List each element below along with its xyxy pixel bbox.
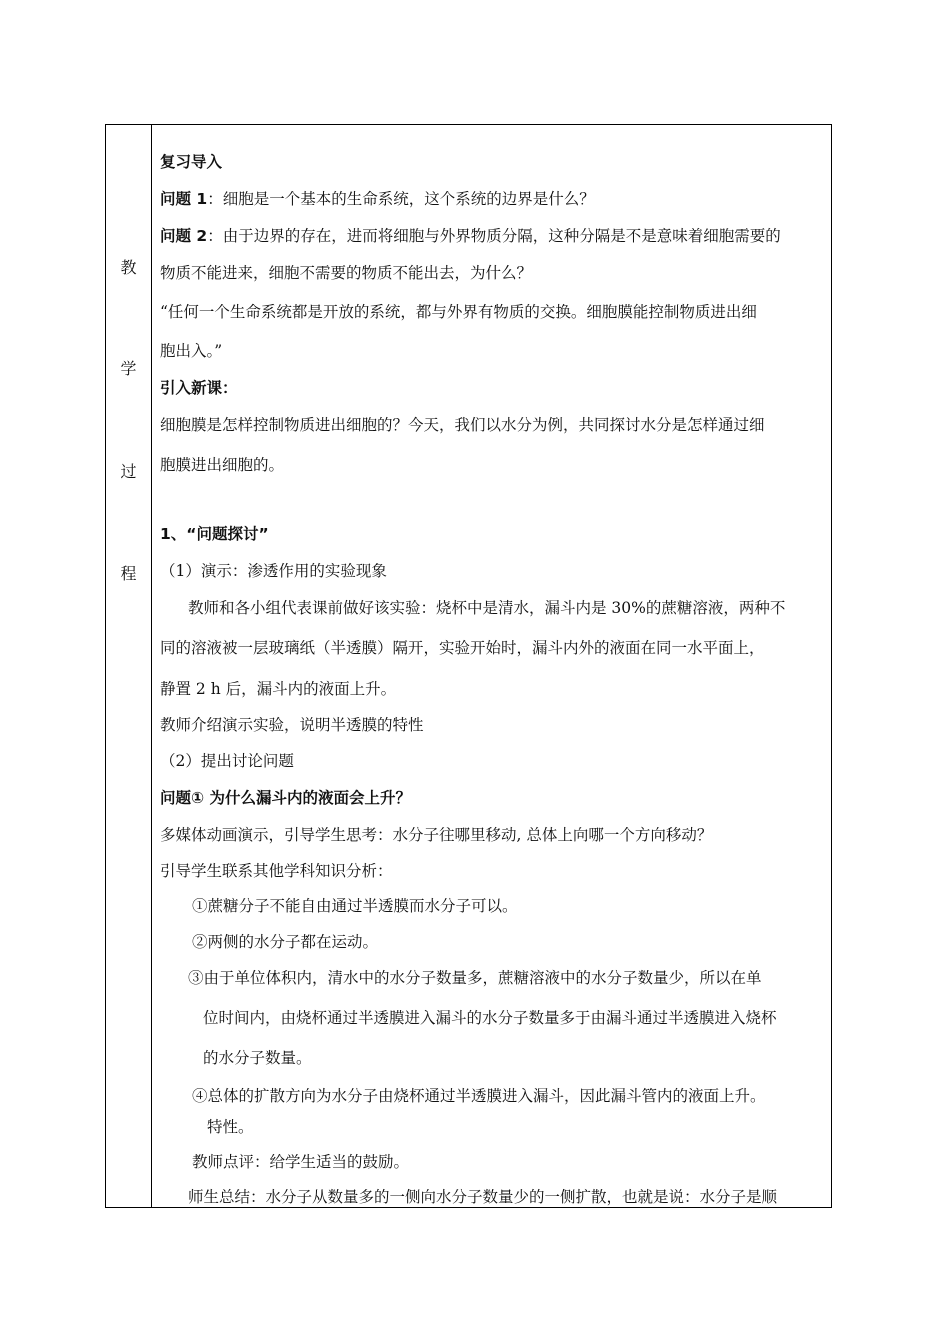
text-line: （1）演示：渗透作用的实验现象 — [160, 562, 387, 580]
question-label: 问题 2 — [160, 227, 208, 245]
column-divider — [151, 125, 152, 1207]
side-label-char: 学 — [120, 359, 137, 378]
text-line: 静置 2 h 后，漏斗内的液面上升。 — [160, 680, 397, 698]
text-line: “任何一个生命系统都是开放的系统，都与外界有物质的交换。细胞膜能控制物质进出细 — [160, 303, 757, 321]
text-line: （2）提出讨论问题 — [160, 752, 294, 770]
text-line: 胞出入。” — [160, 342, 223, 360]
text-line: 细胞膜是怎样控制物质进出细胞的？今天，我们以水分为例，共同探讨水分是怎样通过细 — [160, 416, 765, 434]
side-label-char: 程 — [120, 564, 137, 583]
section-heading: 1、“问题探讨” — [160, 525, 269, 543]
list-item: ②两侧的水分子都在运动。 — [192, 933, 379, 951]
text-line: 位时间内，由烧杯通过半透膜进入漏斗的水分子数量多于由漏斗通过半透膜进入烧杯 — [203, 1009, 777, 1027]
question-label: 问题 1 — [160, 190, 208, 208]
question-text: ：由于边界的存在，进而将细胞与外界物质分隔，这种分隔是不是意味着细胞需要的 — [207, 227, 781, 245]
text-line — [160, 226, 781, 246]
text-line: 的水分子数量。 — [203, 1049, 312, 1067]
list-item: ①蔗糖分子不能自由通过半透膜而水分子可以。 — [192, 897, 518, 915]
text-line: 胞膜进出细胞的。 — [160, 456, 285, 474]
section-heading: 引入新课： — [160, 379, 238, 397]
text-line: 特性。 — [207, 1118, 254, 1136]
side-label-char: 教 — [120, 258, 137, 277]
question-heading: 问题① 为什么漏斗内的液面会上升？ — [160, 789, 412, 807]
text-line: 教师点评：给学生适当的鼓励。 — [192, 1153, 410, 1171]
list-item: ③由于单位体积内，清水中的水分子数量多，蔗糖溶液中的水分子数量少，所以在单 — [188, 969, 762, 987]
list-item: ④总体的扩散方向为水分子由烧杯通过半透膜进入漏斗，因此漏斗管内的液面上升。 — [192, 1087, 766, 1105]
question-text: ：细胞是一个基本的生命系统，这个系统的边界是什么？ — [207, 190, 595, 208]
text-line: 教师和各小组代表课前做好该实验：烧杯中是清水，漏斗内是 30%的蔗糖溶液，两种不 — [188, 599, 786, 617]
text-line: 引导学生联系其他学科知识分析： — [160, 862, 393, 880]
side-label-char: 过 — [120, 462, 137, 481]
text-line: 教师介绍演示实验，说明半透膜的特性 — [160, 716, 424, 734]
text-line: 多媒体动画演示，引导学生思考：水分子往哪里移动, 总体上向哪一个方向移动？ — [160, 826, 713, 844]
section-heading: 复习导入 — [160, 153, 223, 171]
text-line: 同的溶液被一层玻璃纸（半透膜）隔开，实验开始时，漏斗内外的液面在同一水平面上， — [160, 639, 765, 657]
text-line: 师生总结：水分子从数量多的一侧向水分子数量少的一侧扩散，也就是说：水分子是顺 — [188, 1188, 778, 1206]
lesson-table — [105, 124, 832, 1208]
text-line: 物质不能进来，细胞不需要的物质不能出去，为什么？ — [160, 264, 533, 282]
text-line — [160, 189, 595, 209]
